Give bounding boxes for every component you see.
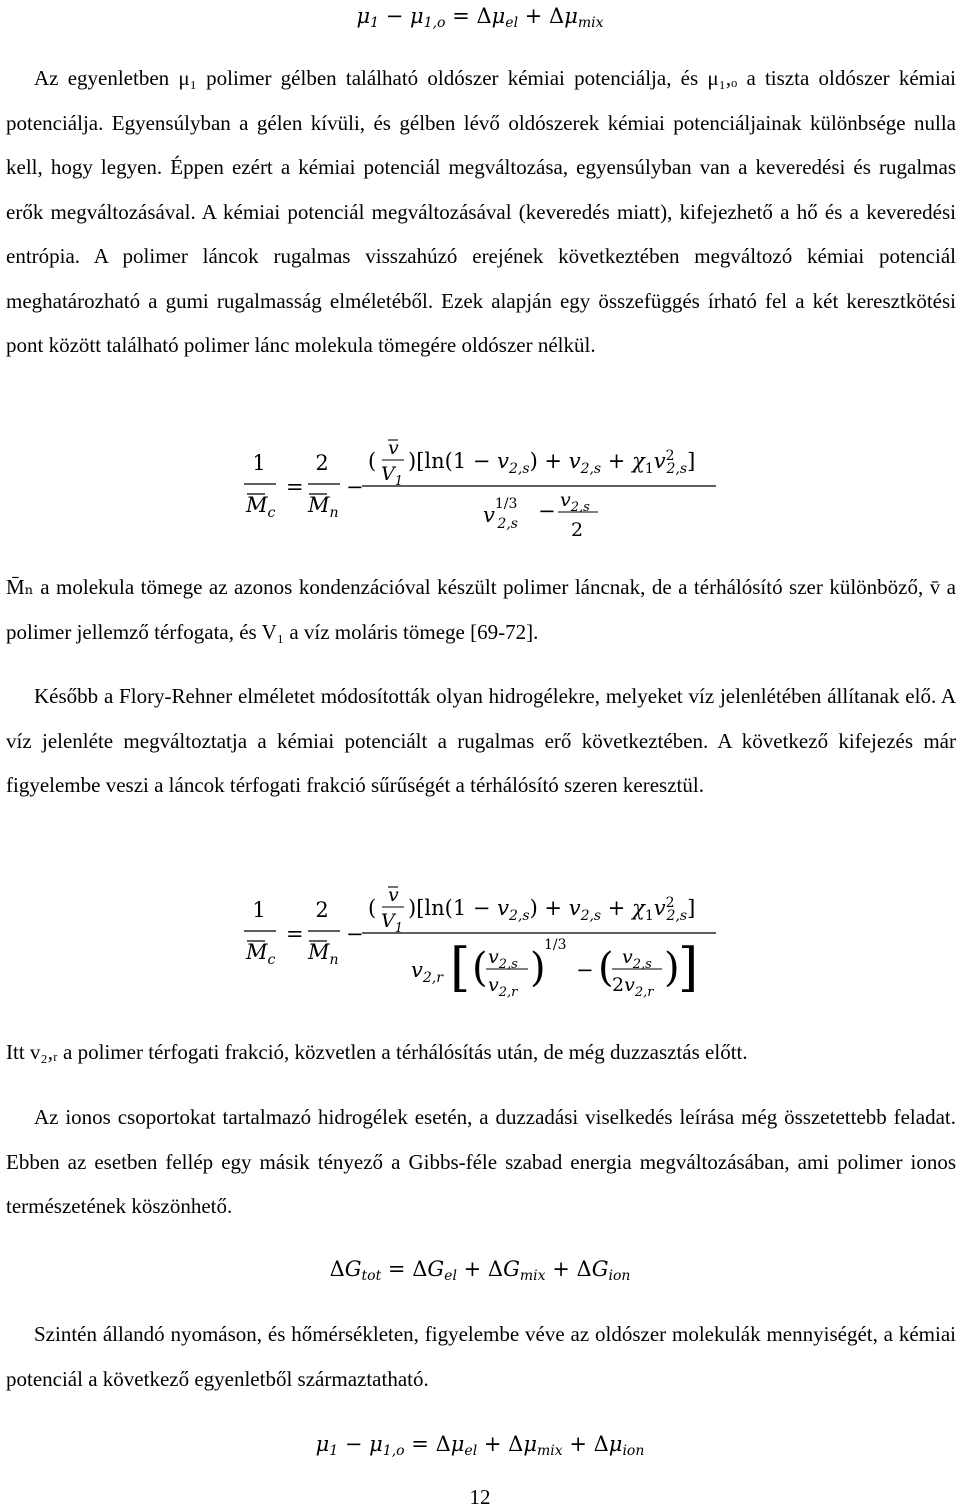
svg-text:(: ( — [598, 945, 614, 991]
svg-text:v2,r: $v_{2,r}$ — [411, 958, 443, 986]
formula-two: 2 — [315, 451, 329, 475]
svg-text:v: v — [388, 437, 399, 459]
svg-text:Mn: $M_n$ — [308, 940, 339, 968]
formula-one: 1 — [252, 451, 266, 475]
formula-numerator — [368, 437, 695, 489]
svg-text:v2,s: $v_{2,s}$ — [622, 946, 652, 972]
equation-chemical-potential-ionic: $\mu_1 - \mu_{1,o} = \Delta\mu_{el} + \Delta\mu_{mix} + \Delta\mu_{ion}$ — [315, 1432, 645, 1459]
svg-text:−: − — [576, 958, 594, 982]
formula-mc: $M_c$ — [246, 493, 276, 521]
paragraph-5: Az ionos csoportokat tartalmazó hidrogélek esetén, a duzzadási viselkedés leírása még összetettebb feladat. Ebben az esetben fellép egy másik tényező a Gibbs-féle szabad energia megváltozásában, ami polimer ionos természetének köszönhető. — [6, 1105, 956, 1218]
svg-text:): ) — [664, 945, 680, 991]
svg-text:(: ( — [368, 449, 377, 473]
svg-text:1/3: 1/3 — [544, 937, 567, 953]
svg-text:[: [ — [450, 938, 471, 998]
formula-mn: $M_n$ — [308, 493, 339, 521]
formula-modified-flory-rehner — [238, 877, 728, 1013]
formula-denominator — [411, 937, 698, 1000]
svg-text:V1: $V_1$ — [381, 463, 404, 489]
formula-numerator — [368, 884, 695, 936]
paragraph-3: Később a Flory-Rehner elméletet módosították olyan hidrogélekre, melyeket víz jelenlétében állítanak elő. A víz jelenléte megváltoztatja a kémiai potenciált a rugalmas erő következtében. A következő kifejezés már figyelembe veszi a láncok térfogati frakció sűrűségét a térhálósító szeren keresztül. — [6, 684, 956, 797]
svg-text:−: − — [538, 499, 556, 523]
svg-text:−: − — [346, 922, 364, 946]
svg-text:v1/32,s: $v^{1/3}$ 2,s — [483, 496, 518, 532]
svg-text:]: ] — [678, 938, 699, 998]
svg-text:v2,s: $v_{2,s}$ — [488, 946, 518, 972]
equation-gibbs: $\Delta G_{tot} = \Delta G_{el} + \Delta G_{mix} + \Delta G_{ion}$ — [329, 1257, 631, 1284]
svg-text:(: ( — [368, 896, 377, 920]
svg-text:)[ln(1 − v2,s) + v2,s + χ1v22,: )[$\ln(1 - v_{2,s}) + v_{2,s} + \chi_1v^2$ 2,s] — [408, 448, 696, 477]
svg-text:V1: $V_1$ — [381, 910, 404, 936]
svg-text:=: = — [286, 475, 304, 499]
svg-text:): ) — [530, 945, 546, 991]
equation-chemical-potential — [0, 4, 960, 31]
equation-text: $\mu_1 - \mu_{1,o} = \Delta\mu_{el} + \Delta\mu_{mix}$ — [356, 4, 604, 31]
formula-flory-rehner — [238, 432, 728, 553]
paragraph-4: Itt v₂,ᵣ a polimer térfogati frakció, közvetlen a térhálósítás után, de még duzzasztás előtt. — [6, 1040, 748, 1064]
svg-text:v: v — [388, 884, 399, 906]
svg-text:2: 2 — [315, 898, 329, 922]
svg-text:=: = — [286, 922, 304, 946]
svg-text:−: − — [346, 475, 364, 499]
svg-text:1: 1 — [252, 898, 266, 922]
svg-text:Mc: $M_c$ — [246, 940, 276, 968]
paragraph-1: Az egyenletben μ₁ polimer gélben található oldószer kémiai potenciálja, és μ₁,ₒ a tiszta oldószer kémiai potenciálja. Egyensúlyban a gélen kívüli, és gélben lévő oldószerek kémiai potenciáljainak különbsége nulla kell, hogy legyen. Éppen ezért a kémiai potenciál megváltozása, egyensúlyban van a keveredési és rugalmas erők megváltozásával. A kémiai potenciál megváltozásával (keveredés miatt), kifejezhető a hő és a keveredési entrópia. A polimer láncok rugalmas visszahúzó erejének következtében megváltozó kémiai potenciál meghatározható a gumi rugalmasság elméletéből. Ezek alapján egy összefüggés írható fel a két keresztkötési pont között található polimer lánc molekula tömegére oldószer nélkül. — [6, 66, 956, 357]
svg-text:v2,s: $v_{2,s}$ — [560, 489, 590, 515]
page-number: 12 — [469, 1485, 491, 1509]
paragraph-6: Szintén állandó nyomáson, és hőmérsékleten, figyelembe véve az oldószer molekulák mennyiségét, a kémiai potenciál a következő egyenletből származtatható. — [6, 1322, 956, 1391]
formula-denominator — [483, 489, 598, 541]
svg-text:(: ( — [472, 945, 488, 991]
svg-text:)[ln(1 − v2,s) + v2,s + χ1v22,: )[$\ln(1 - v_{2,s}) + v_{2,s} + \chi_1v^2$ 2,s] — [408, 895, 696, 924]
paragraph-2: M̄ₙ a molekula tömege az azonos kondenzációval készült polimer láncnak, de a térhálósító szer különböző, v̄ a polimer jellemző térfogata, és V₁ a víz moláris tömege [69-72]. — [6, 575, 956, 644]
svg-text:2v2,r: $2v_{2,r}$ — [612, 974, 654, 1000]
svg-text:2: 2 — [571, 519, 584, 541]
svg-text:v2,r: $v_{2,r}$ — [488, 974, 518, 1000]
